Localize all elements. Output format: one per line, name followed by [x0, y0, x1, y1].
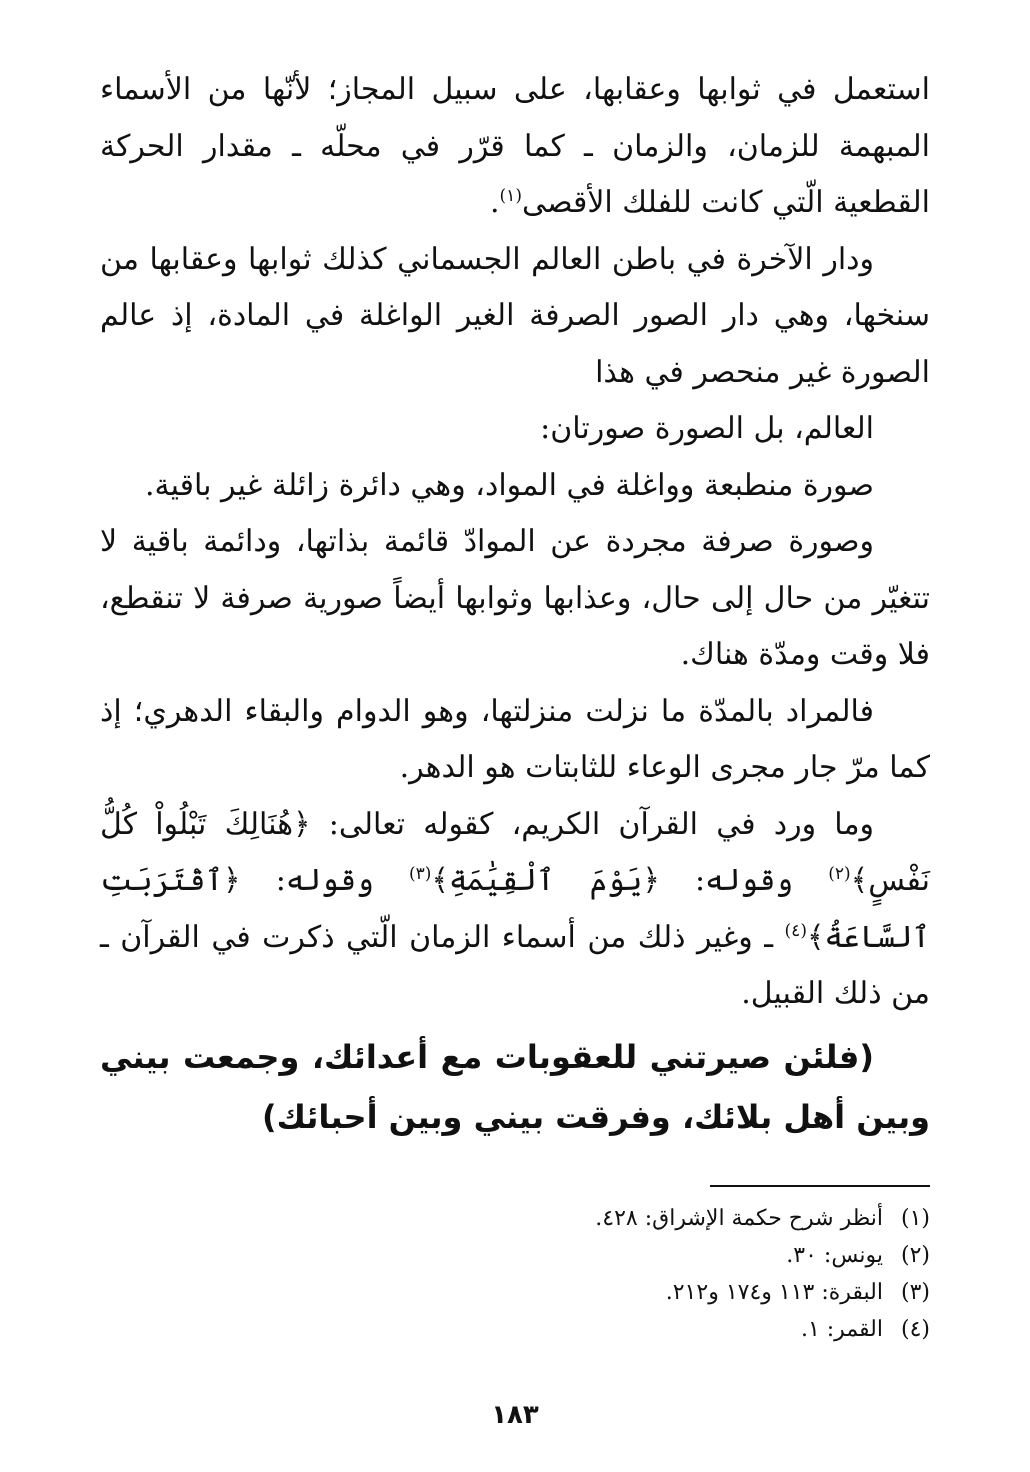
footnote-ref-2: (٢) [828, 864, 851, 884]
paragraph-7-part-b: وقوله: ﴿يَوْمَ ٱلْقِيَٰمَةِ﴾ [431, 863, 829, 898]
footnote-ref-1: (١) [499, 186, 522, 206]
footnote-text: البقرة: ١١٣ و١٧٤ و٢١٢. [665, 1280, 883, 1305]
main-text [100, 62, 930, 1147]
footnote-ref-4: (٤) [784, 920, 807, 941]
supplication-quote: (فلئن صيرتني للعقوبات مع أعدائك، وجمعت بيني وبين أهل بلائك، وفرقت بيني وبين أحبائك) [100, 1037, 930, 1136]
paragraph-1 [100, 62, 930, 232]
footnote-text: أنظر شرح حكمة الإشراق: ٤٢٨. [595, 1206, 883, 1231]
footnote-number: (٣) [900, 1280, 930, 1305]
paragraph-3: العالم، بل الصورة صورتان: [540, 411, 874, 446]
footnote-1 [100, 1200, 930, 1237]
footnote-text: يونس: ٣٠. [786, 1243, 883, 1268]
footnote-number: (٢) [900, 1243, 930, 1268]
footnote-number: (٤) [900, 1317, 930, 1342]
paragraph-4: صورة منطبعة وواغلة في المواد، وهي دائرة زائلة غير باقية. [144, 467, 874, 503]
paragraph-7-part-a: وما ورد في القرآن الكريم، كقوله تعالى: ﴿هُنَالِكَ تَبْلُواْ كُلُّ نَفْسٍ﴾ [100, 806, 930, 898]
paragraph-6: فالمراد بالمدّة ما نزلت منزلتها، وهو الدوام والبقاء الدهري؛ إذ كما مرّ جار مجرى الوعاء للثابتات هو الدهر. [100, 693, 930, 785]
footnote-3 [100, 1274, 930, 1311]
footnote-2 [100, 1237, 930, 1274]
footnote-4 [100, 1311, 930, 1348]
paragraph-1-end: . [489, 185, 500, 220]
footnote-ref-3: (٣) [408, 864, 432, 884]
paragraph-7-part-c: وقوله: ﴿ٱقْتَرَبَتِ ٱلسَّاعَةُ﴾ [100, 863, 930, 955]
paragraph-7-part-d: ـ وغير ذلك من أسماء الزمان الّتي ذكرت في القرآن ـ من ذلك القبيل. [100, 919, 930, 1011]
footnotes [100, 1200, 930, 1348]
footnote-number: (١) [900, 1206, 930, 1231]
footnote-text: القمر: ١. [800, 1317, 883, 1342]
page-number: ١٨٣ [491, 1400, 539, 1430]
paragraph-5: وصورة صرفة مجردة عن الموادّ قائمة بذاتها، ودائمة باقية لا تتغيّر من حال إلى حال، وعذابها وثوابها أيضاً صورية صرفة لا تنقطع، فلا وقت ومدّة هناك. [100, 524, 930, 672]
paragraph-2: ودار الآخرة في باطن العالم الجسماني كذلك ثوابها وعقابها من سنخها، وهي دار الصور الصرفة الغير الواغلة في المادة، إذ عالم الصورة غير منحصر في هذا [100, 241, 930, 390]
paragraph-1-text: استعمل في ثوابها وعقابها، على سبيل المجاز؛ لأنّها من الأسماء المبهمة للزمان، والزمان ـ كما قرّر في محلّه ـ مقدار الحركة القطعية الّتي كانت للفلك الأقصى [100, 72, 930, 220]
paragraph-7 [100, 797, 930, 1023]
footnote-separator [710, 1185, 930, 1187]
